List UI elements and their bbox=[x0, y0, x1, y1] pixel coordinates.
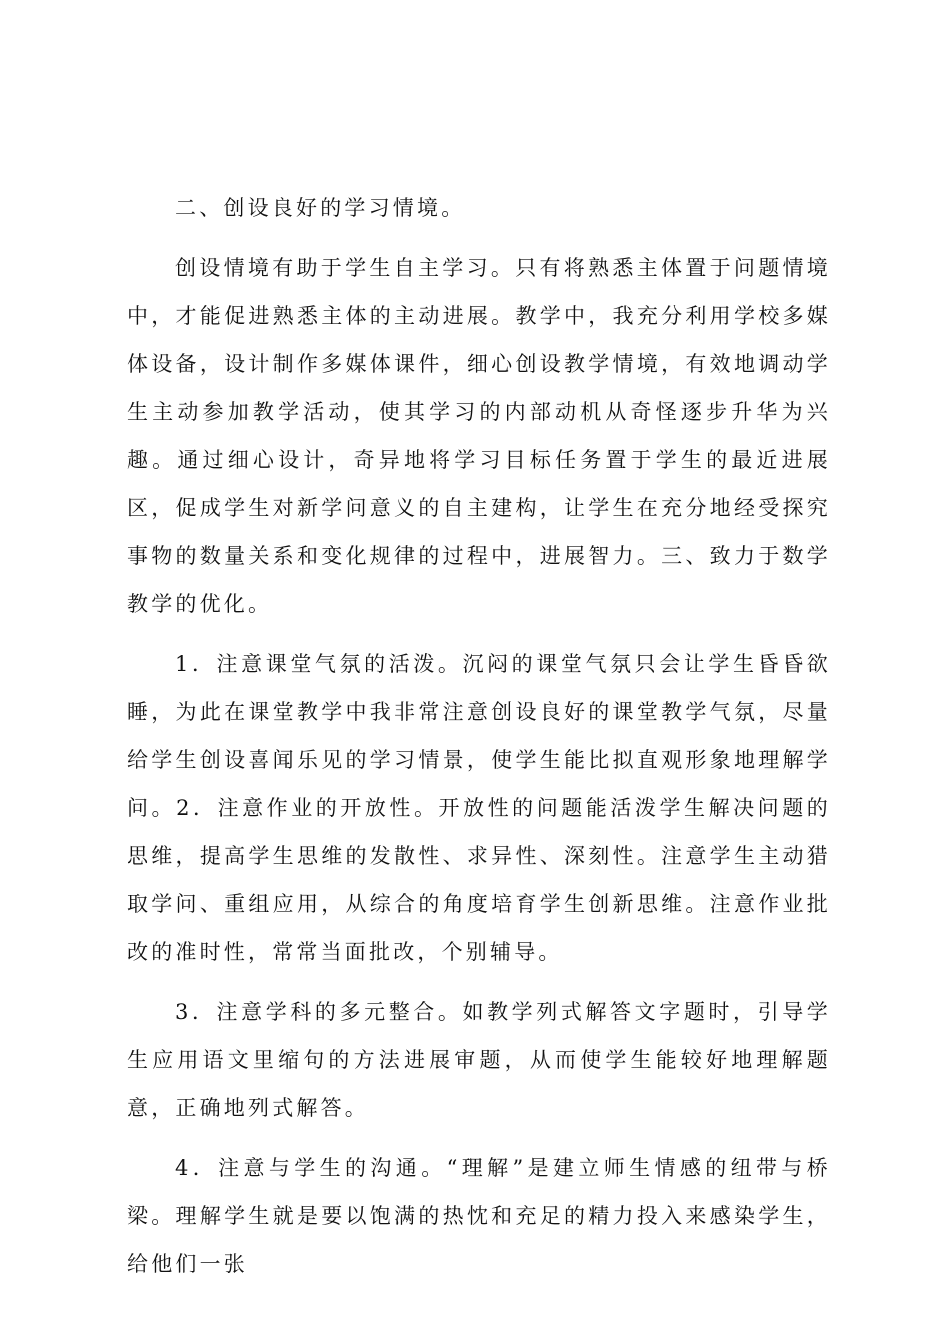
body-paragraph: 4．注意与学生的沟通。“理解”是建立师生情感的纽带与桥梁。理解学生就是要以饱满的热忱和充足的精力投入来感染学生，给他们一张 bbox=[127, 1156, 831, 1276]
document-body bbox=[127, 184, 831, 1288]
body-paragraph: 1．注意课堂气氛的活泼。沉闷的课堂气氛只会让学生昏昏欲睡，为此在课堂教学中我非常注意创设良好的课堂教学气氛，尽量给学生创设喜闻乐见的学习情景，使学生能比拟直观形象地理解学问。2．注意作业的开放性。开放性的问题能活泼学生解决问题的思维，提高学生思维的发散性、求异性、深刻性。注意学生主动猎取学问、重组应用，从综合的角度培育学生创新思维。注意作业批改的准时性，常常当面批改，个别辅导。 bbox=[127, 652, 831, 964]
paragraph-gap bbox=[127, 232, 831, 244]
paragraph-gap bbox=[127, 976, 831, 988]
paragraph-gap bbox=[127, 1132, 831, 1144]
paragraph-gap bbox=[127, 628, 831, 640]
section-heading: 二、创设良好的学习情境。 bbox=[175, 196, 466, 220]
body-paragraph: 创设情境有助于学生自主学习。只有将熟悉主体置于问题情境中，才能促进熟悉主体的主动进展。教学中，我充分利用学校多媒体设备，设计制作多媒体课件，细心创设教学情境，有效地调动学生主动参加教学活动，使其学习的内部动机从奇怪逐步升华为兴趣。通过细心设计，奇异地将学习目标任务置于学生的最近进展区，促成学生对新学问意义的自主建构，让学生在充分地经受探究事物的数量关系和变化规律的过程中，进展智力。三、致力于数学教学的优化。 bbox=[127, 256, 831, 616]
body-paragraph: 3．注意学科的多元整合。如教学列式解答文字题时，引导学生应用语文里缩句的方法进展审题，从而使学生能较好地理解题意，正确地列式解答。 bbox=[127, 1000, 831, 1120]
